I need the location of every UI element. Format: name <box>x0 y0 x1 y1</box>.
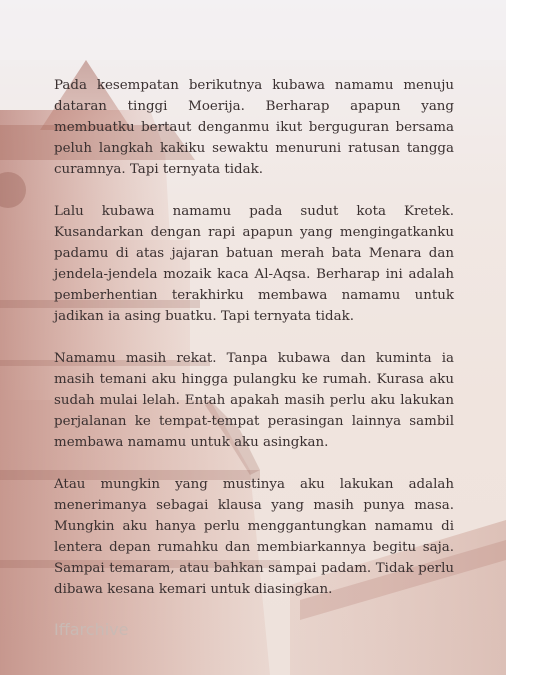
paragraph-4: Atau mungkin yang mustinya aku lakukan adalah menerimanya sebagai klausa yang masih punya masa. Mungkin aku hanya perlu menggantungkan namamu di lentera depan rumahku dan membiarkannya begitu saja. Sampai temaram, atau bahkan sampai padam. Tidak perlu dibawa kesana kemari untuk diasingkan. <box>54 477 454 597</box>
poem-text <box>54 75 454 621</box>
paragraph-3: Namamu masih rekat. Tanpa kubawa dan kuminta ia masih temani aku hingga pulangku ke rumah. Kurasa aku sudah mulai lelah. Entah apakah masih perlu aku lakukan perjalanan ke tempat-tempat perasingan lainnya sambil membawa namamu untuk aku asingkan. <box>54 351 454 450</box>
paragraph-2: Lalu kubawa namamu pada sudut kota Kretek. Kusandarkan dengan rapi apapun yang mengingatkanku padamu di atas jajaran batuan merah bata Menara dan jendela-jendela mozaik kaca Al-Aqsa. Berharap ini adalah pemberhentian terakhirku membawa namamu untuk jadikan ia asing buatku. Tapi ternyata tidak. <box>54 204 454 324</box>
watermark: Iffarchive <box>54 620 129 639</box>
paragraph-1: Pada kesempatan berikutnya kubawa namamu menuju dataran tinggi Moerija. Berharap apapun yang membuatku bertaut denganmu ikut berguguran bersama peluh langkah kakiku sewaktu menuruni ratusan tangga curamnya. Tapi ternyata tidak. <box>54 78 454 177</box>
